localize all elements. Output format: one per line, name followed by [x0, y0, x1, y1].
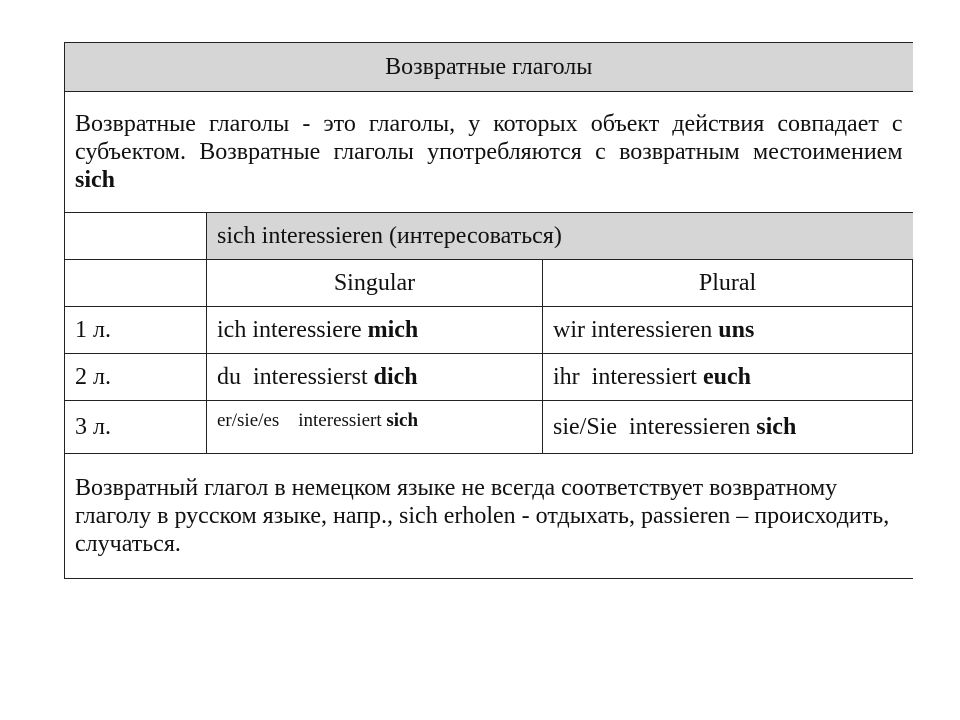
- verb-form: er/sie/es interessiert: [217, 410, 387, 431]
- singular-form: [207, 401, 543, 454]
- person-label: 1 л.: [65, 307, 207, 354]
- verb-form: wir interessieren: [553, 317, 719, 343]
- table-row: [65, 401, 913, 454]
- table-title-row: [65, 43, 913, 92]
- table-title: Возвратные глаголы: [65, 43, 913, 92]
- verb-form: ich interessiere: [217, 317, 368, 343]
- plural-form: [543, 307, 913, 354]
- note-text: Возвратный глагол в немецком языке не всегда соответствует возвратному глаголу в русском языке, напр., sich erholen - отдыхать, passieren – происходить, случаться.: [65, 454, 913, 579]
- reflexive-pronoun: euch: [702, 364, 751, 390]
- table-row: [65, 354, 913, 401]
- header-singular: Singular: [207, 260, 543, 307]
- empty-cell: [65, 260, 207, 307]
- empty-cell: [65, 213, 207, 260]
- definition-row: [65, 92, 913, 213]
- definition-bold-word: sich: [75, 167, 116, 193]
- grammar-table: [64, 42, 913, 579]
- verb-form: sie/Sie interessieren: [553, 414, 757, 440]
- verb-title: sich interessieren (интересоваться): [207, 213, 913, 260]
- table-row: [65, 307, 913, 354]
- definition-body: Возвратные глаголы - это глаголы, у которых объект действия совпадает с субъектом. Возвратные глаголы употребляются с возвратным местоимением: [75, 111, 903, 165]
- plural-form: [543, 354, 913, 401]
- column-header-row: [65, 260, 913, 307]
- person-label: 2 л.: [65, 354, 207, 401]
- note-row: [65, 454, 913, 579]
- reflexive-pronoun: sich: [386, 410, 419, 431]
- definition-cell: [65, 92, 913, 213]
- reflexive-pronoun: dich: [373, 364, 418, 390]
- reflexive-pronoun: sich: [756, 414, 797, 440]
- singular-form: [207, 354, 543, 401]
- verb-form: ihr interessiert: [553, 364, 703, 390]
- plural-form: [543, 401, 913, 454]
- verb-title-row: [65, 213, 913, 260]
- singular-form: [207, 307, 543, 354]
- definition-text: [75, 110, 903, 194]
- person-label: 3 л.: [65, 401, 207, 454]
- header-plural: Plural: [543, 260, 913, 307]
- verb-form: du interessierst: [217, 364, 374, 390]
- reflexive-pronoun: mich: [367, 317, 419, 343]
- reflexive-pronoun: uns: [718, 317, 755, 343]
